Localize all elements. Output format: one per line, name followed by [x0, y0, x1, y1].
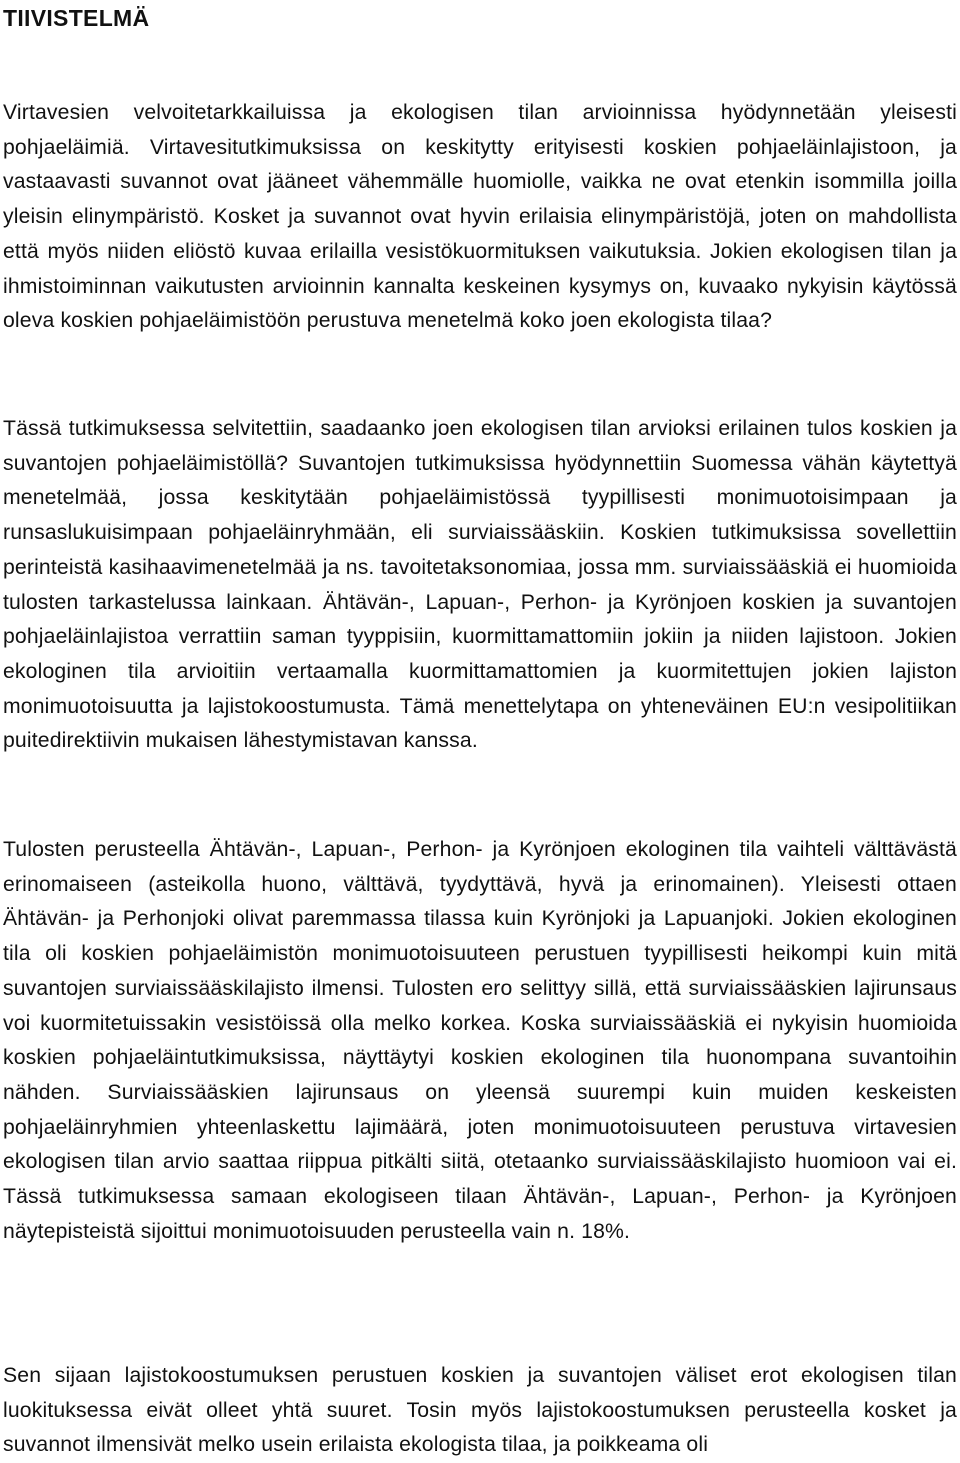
paragraph-2: Tässä tutkimuksessa selvitettiin, saadaanko joen ekologisen tilan arvioksi erilainen tulos koskien ja suvantojen pohjaeläimistöllä? Suvantojen tutkimuksissa hyödynnettiin Suomessa vähän käytettyä menetelmää, jossa keskitytään pohjaeläimistössä tyypillisesti monimuotoisimpaan ja runsaslukuisimpaan pohjaeläinryhmään, eli surviaissääskiin. Koskien tutkimuksissa sovellettiin perinteistä kasihaavimenetelmää ja ns. tavoitetaksonomiaa, jossa mm. surviaissääskiä ei huomioida tulosten tarkastelussa lainkaan. Ähtävän-, Lapuan-, Perhon- ja Kyrönjoen koskien ja suvantojen pohjaeläinlajistoa verrattiin saman tyyppisiin, kuormittamattomiin jokiin ja niiden lajistoon. Jokien ekologinen tila arvioitiin vertaamalla kuormittamattomien ja kuormitettujen jokien lajiston monimuotoisuutta ja lajistokoostumusta. Tämä menettelytapa on yhteneväinen EU:n vesipolitiikan puitedirektiivin mukaisen lähestymistavan kanssa. — [3, 417, 957, 753]
paragraph-4: Sen sijaan lajistokoostumuksen perustuen koskien ja suvantojen väliset erot ekologisen tilan luokituksessa eivät olleet yhtä suuret. Tosin myös lajistokoostumuksen perusteella kosket ja suvannot ilmensivät melko usein erilaista ekologista tilaa, ja poikkeama oli — [3, 1364, 957, 1457]
paragraph-1: Virtavesien velvoitetarkkailuissa ja ekologisen tilan arvioinnissa hyödynnetään yleisesti pohjaeläimiä. Virtavesitutkimuksissa on keskitytty erityisesti koskien pohjaeläinlajistoon, ja vastaavasti suvannot ovat jääneet vähemmälle huomiolle, vaikka ne ovat etenkin isommilla joilla yleisin elinympäristö. Kosket ja suvannot ovat hyvin erilaisia elinympäristöjä, joten on mahdollista että myös niiden eliöstö kuvaa erilailla vesistökuormituksen vaikutuksia. Jokien ekologisen tilan ja ihmistoiminnan vaikutusten arvioinnin kannalta keskeinen kysymys on, kuvaako nykyisin käytössä oleva koskien pohjaeläimistöön perustuva menetelmä koko joen ekologista tilaa? — [3, 101, 957, 333]
paragraph-3: Tulosten perusteella Ähtävän-, Lapuan-, Perhon- ja Kyrönjoen ekologinen tila vaihteli välttävästä erinomaiseen (asteikolla huono, välttävä, tyydyttävä, hyvä ja erinomainen). Yleisesti ottaen Ähtävän- ja Perhonjoki olivat paremmassa tilassa kuin Kyrönjoki ja Lapuanjoki. Jokien ekologinen tila oli koskien pohjaeläimistön monimuotoisuuteen perustuen tyypillisesti heikompi kuin mitä suvantojen surviaissääskilajisto ilmensi. Tulosten ero selittyy sillä, että surviaissääskien lajirunsaus voi kuormitetuissakin vesistöissä olla melko korkea. Koska surviaissääskiä ei nykyisin huomioida koskien pohjaeläintutkimuksissa, näyttäytyi koskien ekologinen tila huonompana suvantoihin nähden. Surviaissääskien lajirunsaus on yleensä suurempi kuin muiden keskeisten pohjaeläinryhmien yhteenlaskettu lajimäärä, joten monimuotoisuuteen perustuva virtavesien ekologisen tilan arvio saattaa riippua pitkälti siitä, otetaanko surviaissääskilajisto huomioon vai ei. Tässä tutkimuksessa samaan ekologiseen tilaan Ähtävän-, Lapuan-, Perhon- ja Kyrönjoen näytepisteistä sijoittui monimuotoisuuden perusteella vain n. 18%. — [3, 838, 957, 1243]
page-title: TIIVISTELMÄ — [3, 5, 150, 31]
